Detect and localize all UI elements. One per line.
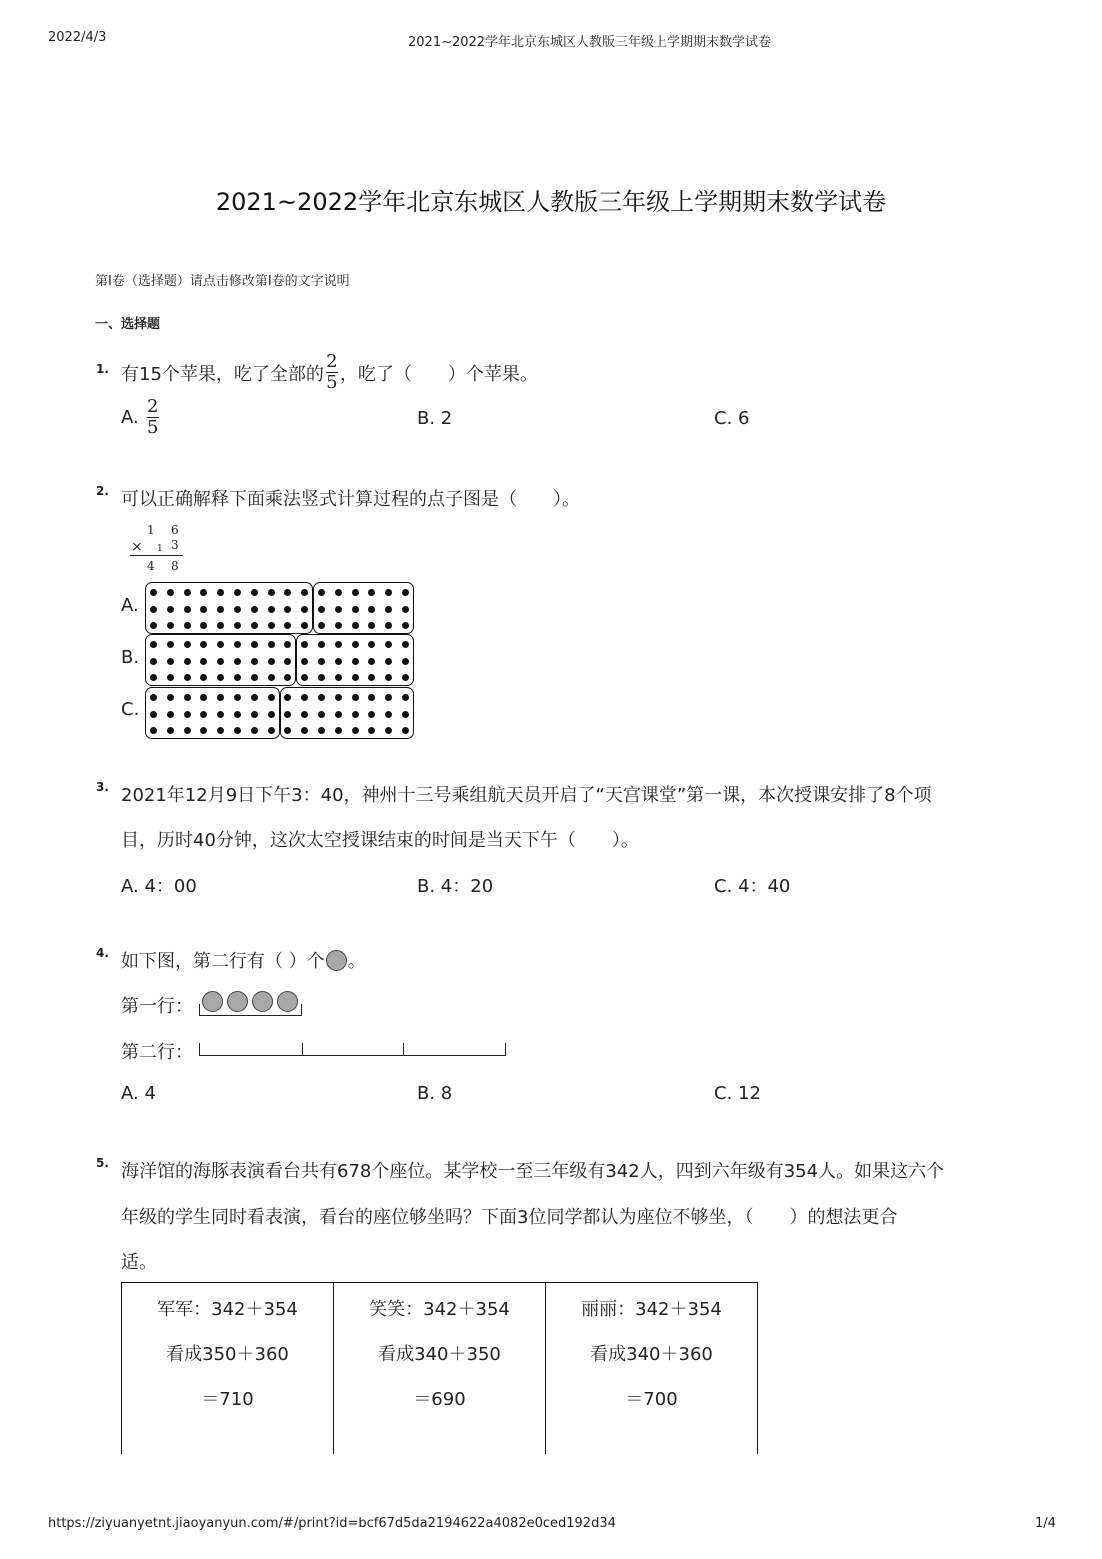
dot	[167, 694, 174, 701]
q4-text-b: 。	[347, 951, 366, 972]
q5-col-xiaoxiao	[334, 1283, 546, 1455]
dot	[402, 727, 409, 734]
q2-number: 2.	[96, 484, 109, 498]
dot	[251, 694, 258, 701]
fraction-denominator: 5	[326, 372, 338, 393]
dot	[150, 727, 157, 734]
dot	[167, 711, 174, 718]
dot	[251, 674, 258, 681]
dot	[318, 622, 325, 629]
dot	[268, 674, 275, 681]
option-label: A.	[121, 407, 139, 428]
dot	[268, 641, 275, 648]
dot	[268, 658, 275, 665]
dot	[251, 658, 258, 665]
dot	[217, 674, 224, 681]
dot	[368, 674, 375, 681]
q2-option-a-label[interactable]: A.	[121, 595, 139, 616]
dot	[318, 694, 325, 701]
option-a-fraction	[147, 397, 159, 438]
gray-circle-icon	[326, 950, 347, 971]
dot	[335, 641, 342, 648]
dot	[184, 622, 191, 629]
q1-text-a: 有15个苹果，吃了全部的	[121, 363, 324, 385]
dot	[200, 641, 207, 648]
q3-line-1: 2021年12月9日下午3：40，神州十三号乘组航天员开启了“天宫课堂”第一课，本次授课安排了8个项	[121, 785, 932, 806]
dot	[200, 674, 207, 681]
q4-row2-line	[199, 1055, 506, 1056]
dot	[385, 658, 392, 665]
dot	[234, 694, 241, 701]
dot	[217, 727, 224, 734]
dot	[150, 641, 157, 648]
dot	[352, 606, 359, 613]
dot	[284, 694, 291, 701]
q4-option-b[interactable]: B. 8	[417, 1083, 453, 1104]
dot	[251, 641, 258, 648]
dot	[217, 694, 224, 701]
dot	[167, 727, 174, 734]
cell-line: 看成340＋350	[378, 1344, 501, 1365]
dot	[251, 711, 258, 718]
dot	[352, 658, 359, 665]
q2-option-b-label[interactable]: B.	[121, 647, 140, 668]
dot	[385, 641, 392, 648]
part-note: 第I卷（选择题）请点击修改第I卷的文字说明	[95, 274, 350, 289]
dot	[150, 622, 157, 629]
dot	[200, 606, 207, 613]
dot	[184, 727, 191, 734]
dot	[368, 727, 375, 734]
dot	[150, 589, 157, 596]
q4-text-a: 如下图，第二行有（ ）个	[121, 951, 325, 972]
dot	[251, 727, 258, 734]
dot	[352, 694, 359, 701]
dot	[402, 711, 409, 718]
dot	[251, 589, 258, 596]
dot	[352, 674, 359, 681]
dot	[268, 622, 275, 629]
dot	[251, 606, 258, 613]
dot	[217, 589, 224, 596]
q1-text-b: ，吃了（ ）个苹果。	[339, 363, 538, 385]
dot	[200, 711, 207, 718]
q4-row1-bracket	[199, 1004, 302, 1016]
dot	[251, 622, 258, 629]
dot	[234, 674, 241, 681]
dot	[284, 589, 291, 596]
dot	[352, 711, 359, 718]
dot	[402, 694, 409, 701]
dot-group	[313, 582, 414, 634]
dot	[150, 606, 157, 613]
dot	[318, 658, 325, 665]
cell-line: ＝710	[201, 1389, 254, 1410]
dot	[402, 641, 409, 648]
dot	[167, 641, 174, 648]
dot-group	[296, 634, 414, 686]
dot	[318, 674, 325, 681]
dot	[368, 622, 375, 629]
dot	[184, 674, 191, 681]
dot	[402, 658, 409, 665]
dot	[284, 658, 291, 665]
dot	[234, 727, 241, 734]
dot	[368, 641, 375, 648]
dot	[184, 694, 191, 701]
dot	[318, 641, 325, 648]
dot-group	[145, 687, 280, 739]
digit: 4	[147, 559, 155, 573]
dot	[200, 727, 207, 734]
tick	[505, 1043, 506, 1056]
q5-table	[121, 1282, 758, 1454]
cell-line: ＝690	[413, 1389, 466, 1410]
q5-col-junjun	[122, 1283, 334, 1455]
dot	[402, 589, 409, 596]
dot	[335, 606, 342, 613]
cell-line: 看成350＋360	[166, 1344, 289, 1365]
dot	[318, 727, 325, 734]
q4-option-a[interactable]: A. 4	[121, 1083, 156, 1104]
q4-stem	[121, 947, 366, 973]
dot	[150, 674, 157, 681]
dot	[234, 711, 241, 718]
digit: 8	[171, 559, 179, 573]
dot	[301, 641, 308, 648]
dot	[385, 711, 392, 718]
dot	[301, 694, 308, 701]
q1-number: 1.	[96, 362, 109, 376]
dot	[234, 641, 241, 648]
q5-line-2: 年级的学生同时看表演，看台的座位够坐吗？下面3位同学都认为座位不够坐，（ ）的想法更合	[121, 1207, 898, 1228]
document-title: 2021~2022学年北京东城区人教版三年级上学期期末数学试卷	[215, 188, 887, 216]
q2-stem: 可以正确解释下面乘法竖式计算过程的点子图是（ ）。	[121, 489, 580, 510]
dot	[284, 622, 291, 629]
dot	[335, 711, 342, 718]
tick	[302, 1043, 303, 1056]
digit: 3	[171, 538, 179, 552]
dot	[150, 694, 157, 701]
dot	[402, 606, 409, 613]
dot	[234, 658, 241, 665]
cell-line: 军军：342＋354	[157, 1299, 298, 1320]
dot	[352, 622, 359, 629]
q2-option-c-label[interactable]: C.	[121, 699, 140, 720]
dot	[268, 711, 275, 718]
dot	[200, 589, 207, 596]
dot	[184, 589, 191, 596]
dot	[318, 606, 325, 613]
dot	[217, 711, 224, 718]
q1-fraction	[326, 352, 338, 393]
dot	[335, 589, 342, 596]
dot	[200, 622, 207, 629]
dot	[385, 622, 392, 629]
dot	[352, 589, 359, 596]
dot	[301, 727, 308, 734]
dot	[167, 658, 174, 665]
dot	[217, 658, 224, 665]
footer-url[interactable]: https://ziyuanyetnt.jiaoyanyun.com/#/print?id=bcf67d5da2194622a4082e0ced192d34	[48, 1516, 616, 1531]
dot	[150, 658, 157, 665]
dot	[385, 694, 392, 701]
q3-number: 3.	[96, 780, 109, 794]
dot	[318, 589, 325, 596]
dot	[301, 589, 308, 596]
dot	[284, 606, 291, 613]
dot	[385, 727, 392, 734]
q1-option-c[interactable]: C. 6	[714, 408, 750, 429]
dot	[301, 658, 308, 665]
q3-option-c[interactable]: C. 4：40	[714, 876, 791, 897]
digit: 1	[147, 523, 155, 537]
header-title: 2021~2022学年北京东城区人教版三年级上学期期末数学试卷	[408, 35, 772, 50]
dot	[268, 694, 275, 701]
dot-group	[280, 687, 415, 739]
dot	[368, 694, 375, 701]
q4-option-c[interactable]: C. 12	[714, 1083, 761, 1104]
dot	[385, 674, 392, 681]
dot	[268, 606, 275, 613]
q1-option-b[interactable]: B. 2	[417, 408, 453, 429]
dot	[217, 606, 224, 613]
q3-option-b[interactable]: B. 4：20	[417, 876, 494, 897]
dot	[284, 727, 291, 734]
fraction-numerator: 2	[326, 351, 338, 372]
q5-line-3: 适。	[121, 1252, 157, 1273]
dot	[184, 711, 191, 718]
tick	[403, 1043, 404, 1056]
dot-group	[145, 582, 313, 634]
q3-option-a[interactable]: A. 4：00	[121, 876, 197, 897]
dot	[385, 589, 392, 596]
cell-line: 看成340＋360	[590, 1344, 713, 1365]
dot	[385, 606, 392, 613]
q1-stem	[121, 352, 538, 393]
dot	[335, 694, 342, 701]
fraction-denominator: 5	[146, 417, 159, 438]
cell-line: ＝700	[625, 1389, 678, 1410]
dot	[167, 606, 174, 613]
dot	[268, 589, 275, 596]
dot	[284, 711, 291, 718]
q5-line-1: 海洋馆的海豚表演看台共有678个座位。某学校一至三年级有342人，四到六年级有354人。如果这六个	[121, 1161, 945, 1182]
times-sign: ×	[131, 539, 143, 555]
dot	[200, 658, 207, 665]
dot	[284, 674, 291, 681]
q4-row1-label: 第一行：	[121, 996, 193, 1017]
q1-option-a[interactable]	[121, 397, 161, 438]
dot	[167, 622, 174, 629]
dot	[234, 622, 241, 629]
q4-row2-label: 第二行：	[121, 1042, 193, 1063]
dot	[301, 674, 308, 681]
dot	[167, 674, 174, 681]
dot-group	[145, 634, 296, 686]
section-heading: 一、选择题	[95, 317, 161, 332]
q5-col-lili	[546, 1283, 758, 1455]
cell-line: 丽丽：342＋354	[581, 1299, 722, 1320]
tick	[199, 1043, 200, 1056]
dot	[301, 622, 308, 629]
dot	[301, 606, 308, 613]
dot	[268, 727, 275, 734]
dot	[184, 641, 191, 648]
dot	[184, 658, 191, 665]
dot	[335, 658, 342, 665]
dot	[368, 606, 375, 613]
dot	[352, 727, 359, 734]
dot	[184, 606, 191, 613]
dot	[200, 694, 207, 701]
cell-line: 笑笑：342＋354	[369, 1299, 510, 1320]
dot	[335, 727, 342, 734]
dot	[368, 589, 375, 596]
q5-number: 5.	[96, 1156, 109, 1170]
header-date: 2022/4/3	[48, 30, 107, 45]
digit: 6	[171, 523, 179, 537]
dot	[284, 641, 291, 648]
dot	[368, 658, 375, 665]
q4-number: 4.	[96, 946, 109, 960]
dot	[402, 674, 409, 681]
footer-page: 1/4	[1035, 1516, 1056, 1531]
dot	[368, 711, 375, 718]
dot	[335, 622, 342, 629]
dot	[217, 641, 224, 648]
dot	[150, 711, 157, 718]
dot	[301, 711, 308, 718]
dot	[402, 622, 409, 629]
dot	[234, 589, 241, 596]
dot	[167, 589, 174, 596]
dot	[335, 674, 342, 681]
fraction-numerator: 2	[146, 396, 159, 417]
dot	[217, 622, 224, 629]
carry-digit: 1	[157, 544, 163, 554]
dot	[318, 711, 325, 718]
q3-line-2: 目，历时40分钟，这次太空授课结束的时间是当天下午（ ）。	[121, 830, 639, 851]
dot	[234, 606, 241, 613]
dot	[352, 641, 359, 648]
